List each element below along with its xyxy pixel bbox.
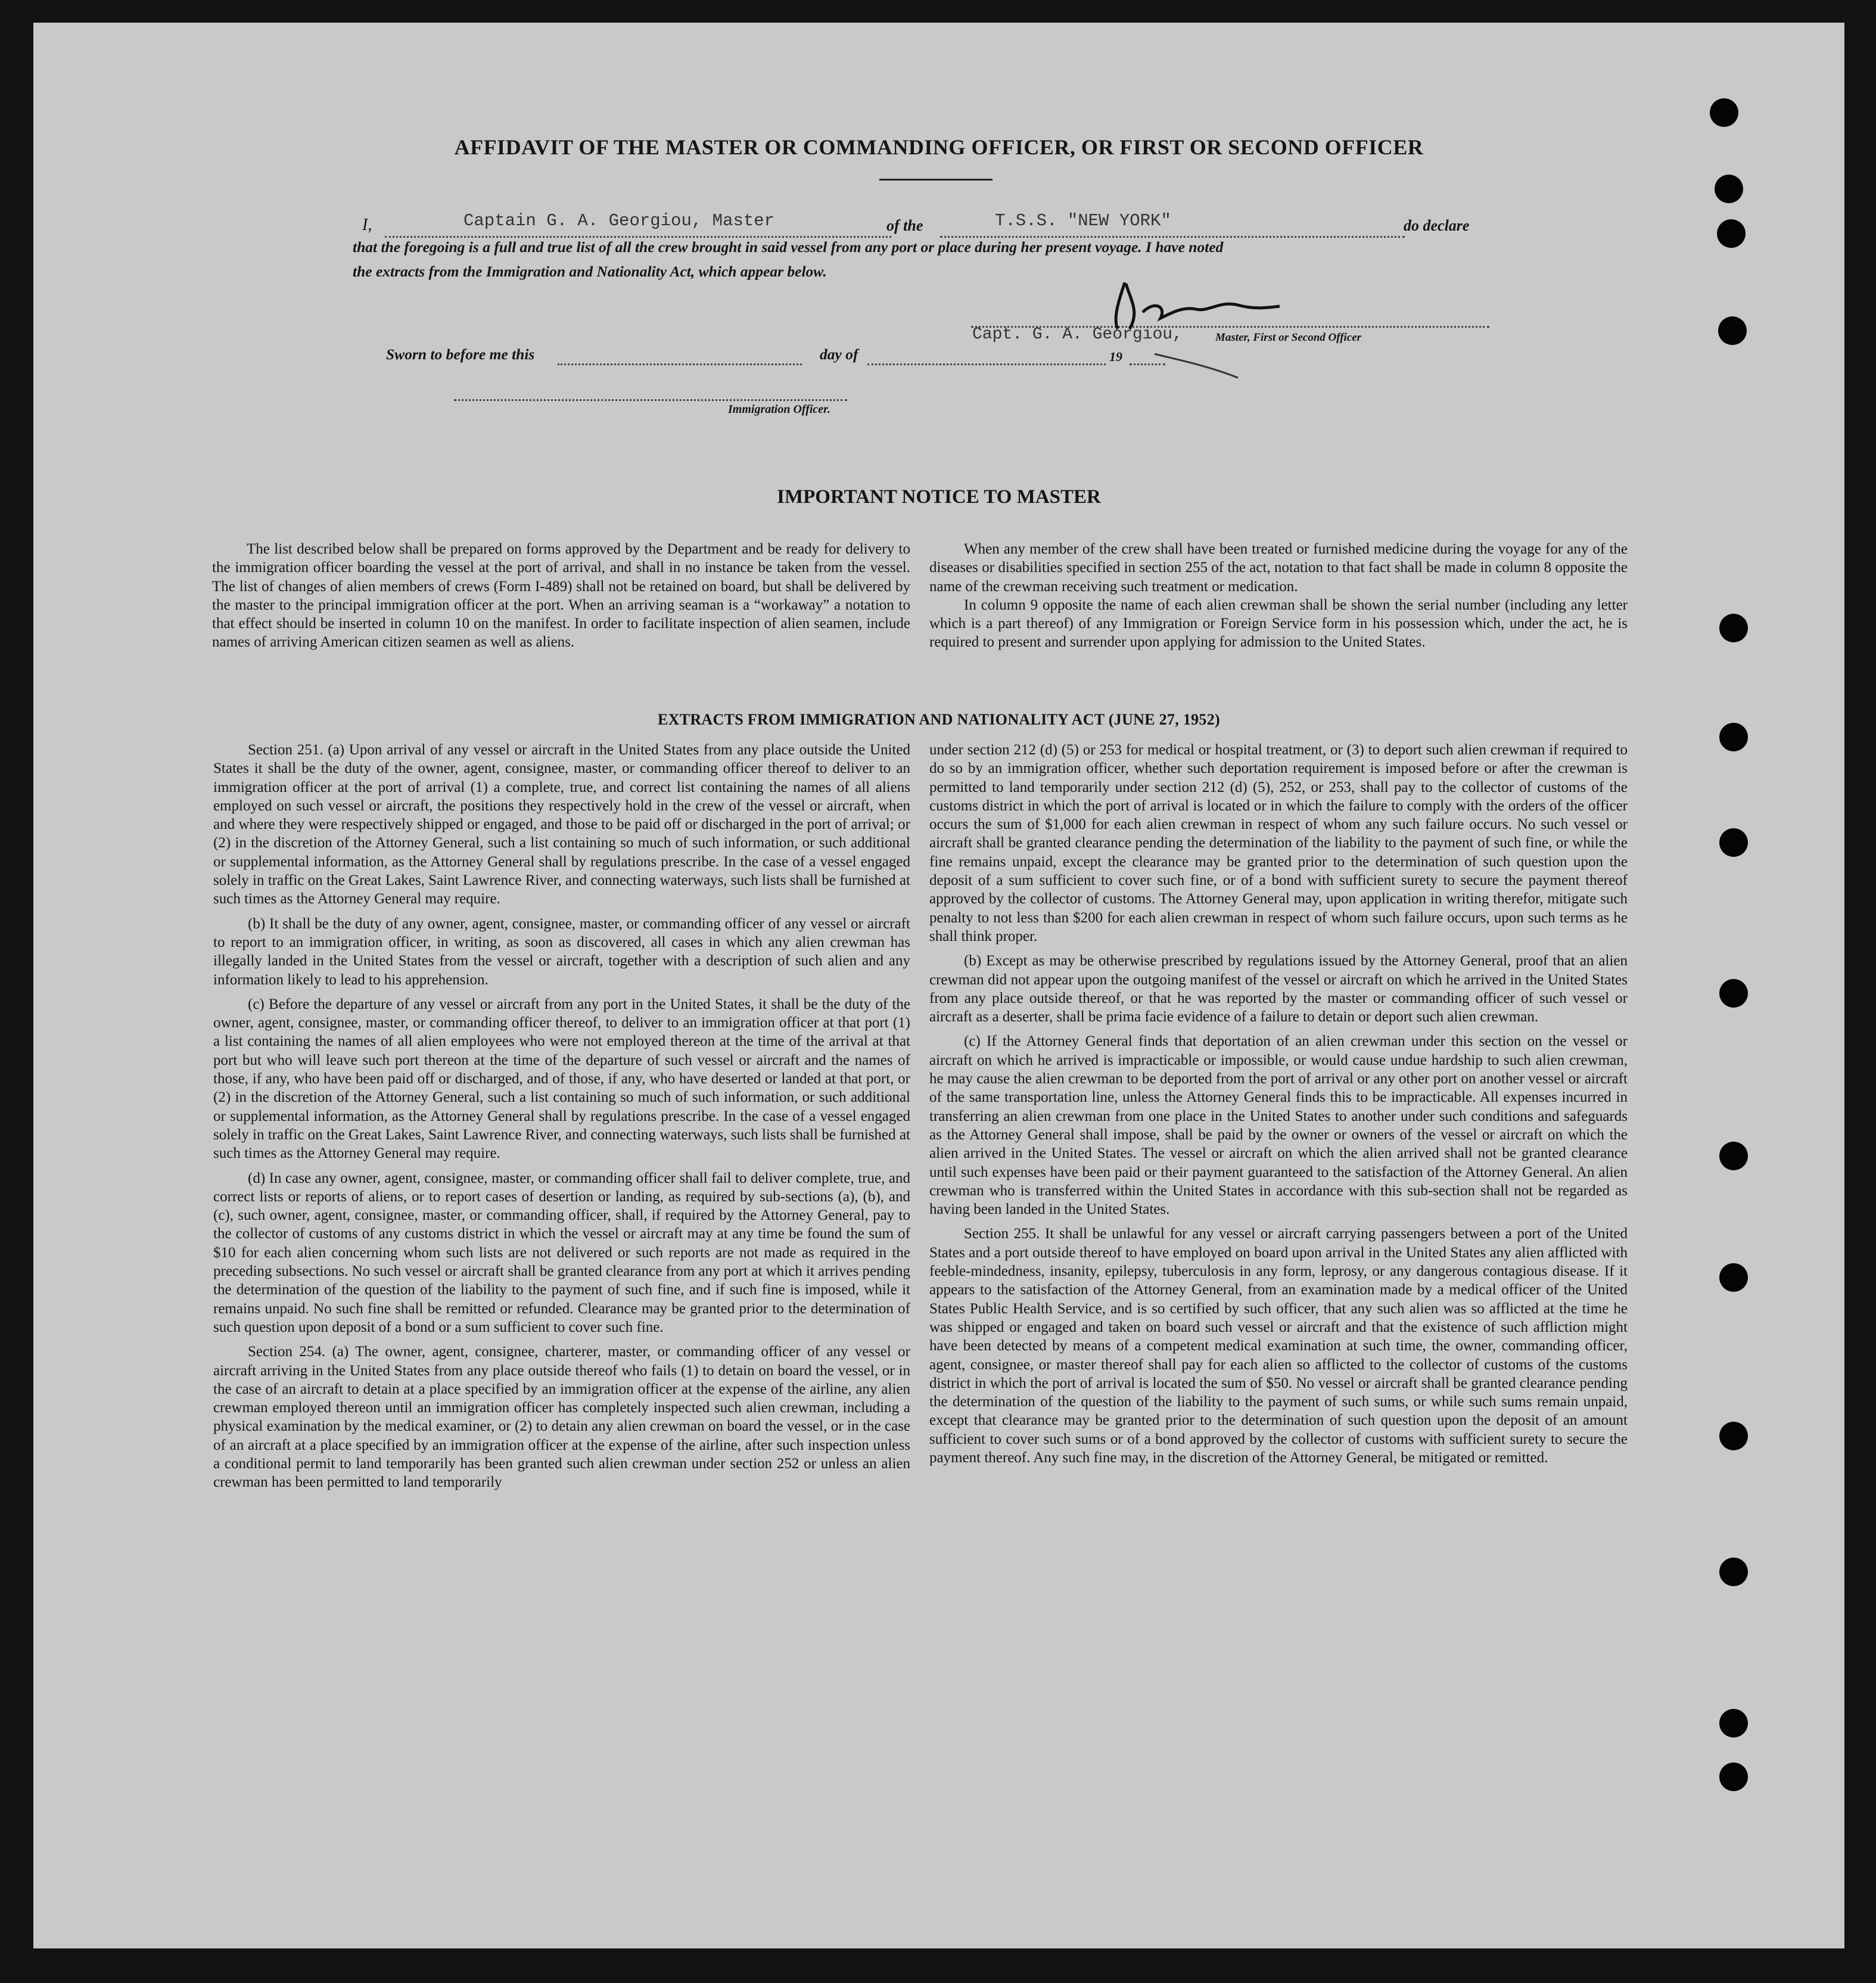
section-251d: (d) In case any owner, agent, consignee, master, or commanding officer shall fail to deliver complete, true, and correct lists or reports of aliens, or to report cases of desertion or landing, as required by sub-sections (a), (b), and (c), such owner, agent, consignee, master, or commanding officer, shall, if required by the Attorney General, pay to the collector of customs of any customs district in which the vessel or aircraft may at any time be found the sum of $10 for each alien concerning whom such lists are not delivered or such reports are not made as required in the preceding subsections. No such vessel or aircraft shall be granted clearance from any port at which it arrives pending the determination of the question of the liability to the payment of such fine, and if such fine is imposed, while it remains unpaid. No such fine shall be remitted or refunded. Clearance may be granted prior to the determination of such question upon deposit of a bond or a sum sufficient to cover such fine. xyxy=(213,1170,910,1335)
section-251c: (c) Before the departure of any vessel or aircraft from any port in the United States, it shall be the duty of the owner, agent, consignee, master, or commanding officer thereof, to deliver to an immigration officer at that port (1) a list containing the names of all alien employees who were not employed thereon at the time of the arrival at that port but who will leave such port thereon at the time of the departure of such vessel or aircraft and the names of those, if any, who have been paid off or discharged, and of those, if any, who have deserted or landed at that port, or (2) in the discretion of the Attorney General, such a list containing so much of such information, or such additional or supplemental information, as the Attorney General shall by regulations prescribe. In the case of a vessel engaged solely in traffic on the Great Lakes, Saint Lawrence River, and connecting waterways, such lists shall be furnished at such times as the Attorney General may require. xyxy=(213,996,910,1162)
binder-hole xyxy=(1715,175,1743,203)
section-255: Section 255. It shall be unlawful for any vessel or aircraft carrying passengers between a port of the United States and a port outside thereof to have employed on board upon arrival in the United States any alien afflicted with feeble-mindedness, insanity, epilepsy, tuberculosis in any form, leprosy, or any dangerous contagious disease. If it appears to the satisfaction of the Attorney General, from an examination made by a medical officer of the United States Public Health Service, and is so certified by such officer, that any such alien was so afflicted at the time he was shipped or engaged and taken on board such vessel or aircraft and that the existence of such affliction might have been detected by means of a competent medical examination at such time, the owner, commanding officer, agent, consignee, or master thereof shall pay for each alien so afflicted to the collector of customs of the customs district in which the port of arrival is located the sum of $50. No vessel or aircraft shall be granted clearance pending the determination of the question of the liability to the payment of such sums, or while such sums remain unpaid, except that clearance may be granted prior to the determination of such question upon the deposit of an amount sufficient to cover such sums or of a bond approved by the collector of customs with sufficient surety to secure the payment thereof. Any such fine may, in the discretion of the Attorney General, be mitigated or remitted. xyxy=(929,1226,1628,1466)
extracts-right-column xyxy=(929,741,1628,1473)
binder-hole xyxy=(1719,1709,1748,1738)
extracts-title: EXTRACTS FROM IMMIGRATION AND NATIONALITY ACT (JUNE 27, 1952) xyxy=(657,711,1220,728)
notice-left-paragraph: The list described below shall be prepared on forms approved by the Department and be ready for delivery to the immigration officer boarding the vessel at the port of arrival, and shall in no instance be taken from the vessel. The list of changes of alien members of crews (Form I-489) shall not be retained on board, but shall be delivered by the master to the principal immigration officer at the port. When an arriving seaman is a “workaway” a notation to that effect should be inserted in column 10 on the manifest. In order to facilitate inspection of alien seamen, include names of arriving American citizen seamen as well as aliens. xyxy=(212,541,910,651)
document-page xyxy=(33,23,1844,1948)
binder-hole xyxy=(1710,98,1738,127)
i-label: I, xyxy=(362,216,372,234)
section-254a-continued: under section 212 (d) (5) or 253 for medical or hospital treatment, or (3) to deport such alien crewman if required to do so by an immigration officer, whether such deportation requirement is imposed before or after the crewman is permitted to land temporarily under section 212 (d) (5), 252, or 253, shall pay to the collector of customs of the customs district in which the port of arrival is located or in which the failure to comply with the orders of the officer occurs the sum of $1,000 for each alien crewman in respect of whom any such failure occurs. No such vessel or aircraft shall be granted clearance pending the determination of the liability to the payment of such fine, or while the fine remains unpaid, except the clearance may be granted prior to the determination of such question upon the deposit of a sum sufficient to cover such fine, or of a bond with sufficient surety to secure the payment thereof approved by the collector of customs. The Attorney General may, upon application in writing therefor, mitigate such penalty to not less than $200 for each alien crewman in respect of whom such failure occurs, upon such terms as he shall think proper. xyxy=(929,742,1628,944)
of-the-label: of the xyxy=(886,217,923,234)
day-of-label: day of xyxy=(820,346,858,363)
notice-right-column xyxy=(929,540,1628,652)
declaration-line-1: that the foregoing is a full and true list of all the crew brought in said vessel from any port or place during her present voyage. I have noted xyxy=(353,238,1224,256)
immigration-officer-label: Immigration Officer. xyxy=(728,403,830,416)
extracts-left-column xyxy=(213,741,910,1498)
section-254c: (c) If the Attorney General finds that deportation of an alien crewman under this section on the vessel or aircraft on which he arrived is impracticable or impossible, or would cause undue hardship to such alien crewman, he may cause the alien crewman to be deported from the port of arrival or any other port on another vessel or aircraft of the same transportation line, unless the Attorney General finds this to be impracticable. All expenses incurred in transferring an alien crewman from one place in the United States to another under such conditions and safeguards as the Attorney General shall impose, shall be paid by the owner or owners of the vessel or aircraft on which the alien arrived in the United States. The vessel or aircraft on which the alien arrived shall not be granted clearance until such expenses have been paid or their payment guaranteed to the satisfaction of the Attorney General. An alien crewman who is transferred within the United States in accordance with this sub-section shall not be regarded as having been landed in the United States. xyxy=(929,1033,1628,1218)
binder-hole xyxy=(1719,828,1748,857)
section-254a: Section 254. (a) The owner, agent, consignee, charterer, master, or commanding officer of any vessel or aircraft arriving in the United States from any place outside thereof who fails (1) to detain on board the vessel, or in the case of an aircraft to detain at a place specified by an immigration officer at the expense of the airline, any alien crewman employed thereon until an immigration officer has completely inspected such alien crewman, including a physical examination by the medical examiner, or (2) to detain any alien crewman on board the vessel, or in the case of an aircraft at a place specified by an immigration officer at the expense of the airline, after such inspection unless a conditional permit to land temporarily has been granted such alien crewman under section 252 or unless an alien crewman has been permitted to land temporarily xyxy=(213,1344,910,1491)
do-declare-label: do declare xyxy=(1404,217,1470,234)
master-name: Captain G. A. Georgiou, Master xyxy=(463,211,775,231)
year-label: 19 xyxy=(1109,349,1122,364)
binder-hole xyxy=(1719,1263,1748,1292)
binder-hole xyxy=(1717,219,1746,248)
affidavit-title: AFFIDAVIT OF THE MASTER OR COMMANDING OFFICER, OR FIRST OR SECOND OFFICER xyxy=(454,135,1424,159)
binder-hole xyxy=(1718,316,1747,345)
binder-hole xyxy=(1719,1763,1748,1791)
section-251a: Section 251. (a) Upon arrival of any vessel or aircraft in the United States from any place outside the United States it shall be the duty of the owner, agent, consignee, master, or commanding officer thereof to deliver to an immigration officer at the port of arrival (1) a complete, true, and correct list containing the names of all aliens employed on such vessel or aircraft, the positions they respectively hold in the crew of the vessel or aircraft, when and where they were respectively shipped or engaged, and those to be paid off or discharged in the port of arrival; or (2) in the discretion of the Attorney General, such a list containing so much of such information, or such additional or supplemental information, as the Attorney General shall by regulations prescribe. In the case of a vessel engaged solely in traffic on the Great Lakes, Saint Lawrence River, and connecting waterways, such lists shall be furnished at such times as the Attorney General may require. xyxy=(213,742,910,907)
binder-hole xyxy=(1719,979,1748,1008)
section-254b: (b) Except as may be otherwise prescribed by regulations issued by the Attorney General, proof that an alien crewman did not appear upon the outgoing manifest of the vessel or aircraft on which he arrived in the United States from any place outside thereof, or that he was reported by the master or commanding officer of such vessel or aircraft as a deserter, shall be prima facie evidence of a failure to detain or deport such alien crewman. xyxy=(929,953,1628,1025)
notice-title: IMPORTANT NOTICE TO MASTER xyxy=(777,486,1101,508)
notice-right-paragraph: When any member of the crew shall have been treated or furnished medicine during the voyage for any of the diseases or disabilities specified in section 255 of the act, notation to that fact shall be made in column 8 opposite the name of the crewman receiving such treatment or medication. xyxy=(929,541,1628,595)
notice-right-paragraph: In column 9 opposite the name of each alien crewman shall be shown the serial number (including any letter which is a part thereof) of any Immigration or Foreign Service form in his possession which, under the act, he is required to present and surrender upon applying for admission to the United States. xyxy=(929,596,1628,651)
binder-hole xyxy=(1719,1558,1748,1586)
vessel-name-line xyxy=(940,236,1405,238)
binder-hole xyxy=(1719,1142,1748,1170)
sworn-day-line xyxy=(558,363,802,365)
year-line xyxy=(1130,363,1165,365)
vessel-name: T.S.S. "NEW YORK" xyxy=(995,211,1171,231)
signer-role: Master, First or Second Officer xyxy=(1215,331,1362,344)
declaration-line-2: the extracts from the Immigration and Nationality Act, which appear below. xyxy=(353,263,827,280)
immigration-officer-line xyxy=(454,399,847,401)
binder-hole xyxy=(1719,614,1748,642)
notice-left-column xyxy=(212,540,910,652)
master-name-line xyxy=(385,236,891,238)
section-251b: (b) It shall be the duty of any owner, agent, consignee, master, or commanding officer of any vessel or aircraft to report to an immigration officer, in writing, as soon as discovered, all cases in which any alien crewman has illegally landed in the United States from the vessel or aircraft, together with a description of such alien and any information likely to lead to his apprehension. xyxy=(213,915,910,988)
binder-hole xyxy=(1719,1422,1748,1450)
month-line xyxy=(867,363,1106,365)
title-underline xyxy=(879,179,993,181)
signer-typed: Capt. G. A. Georgiou, xyxy=(972,325,1183,344)
sworn-label: Sworn to before me this xyxy=(386,346,535,363)
